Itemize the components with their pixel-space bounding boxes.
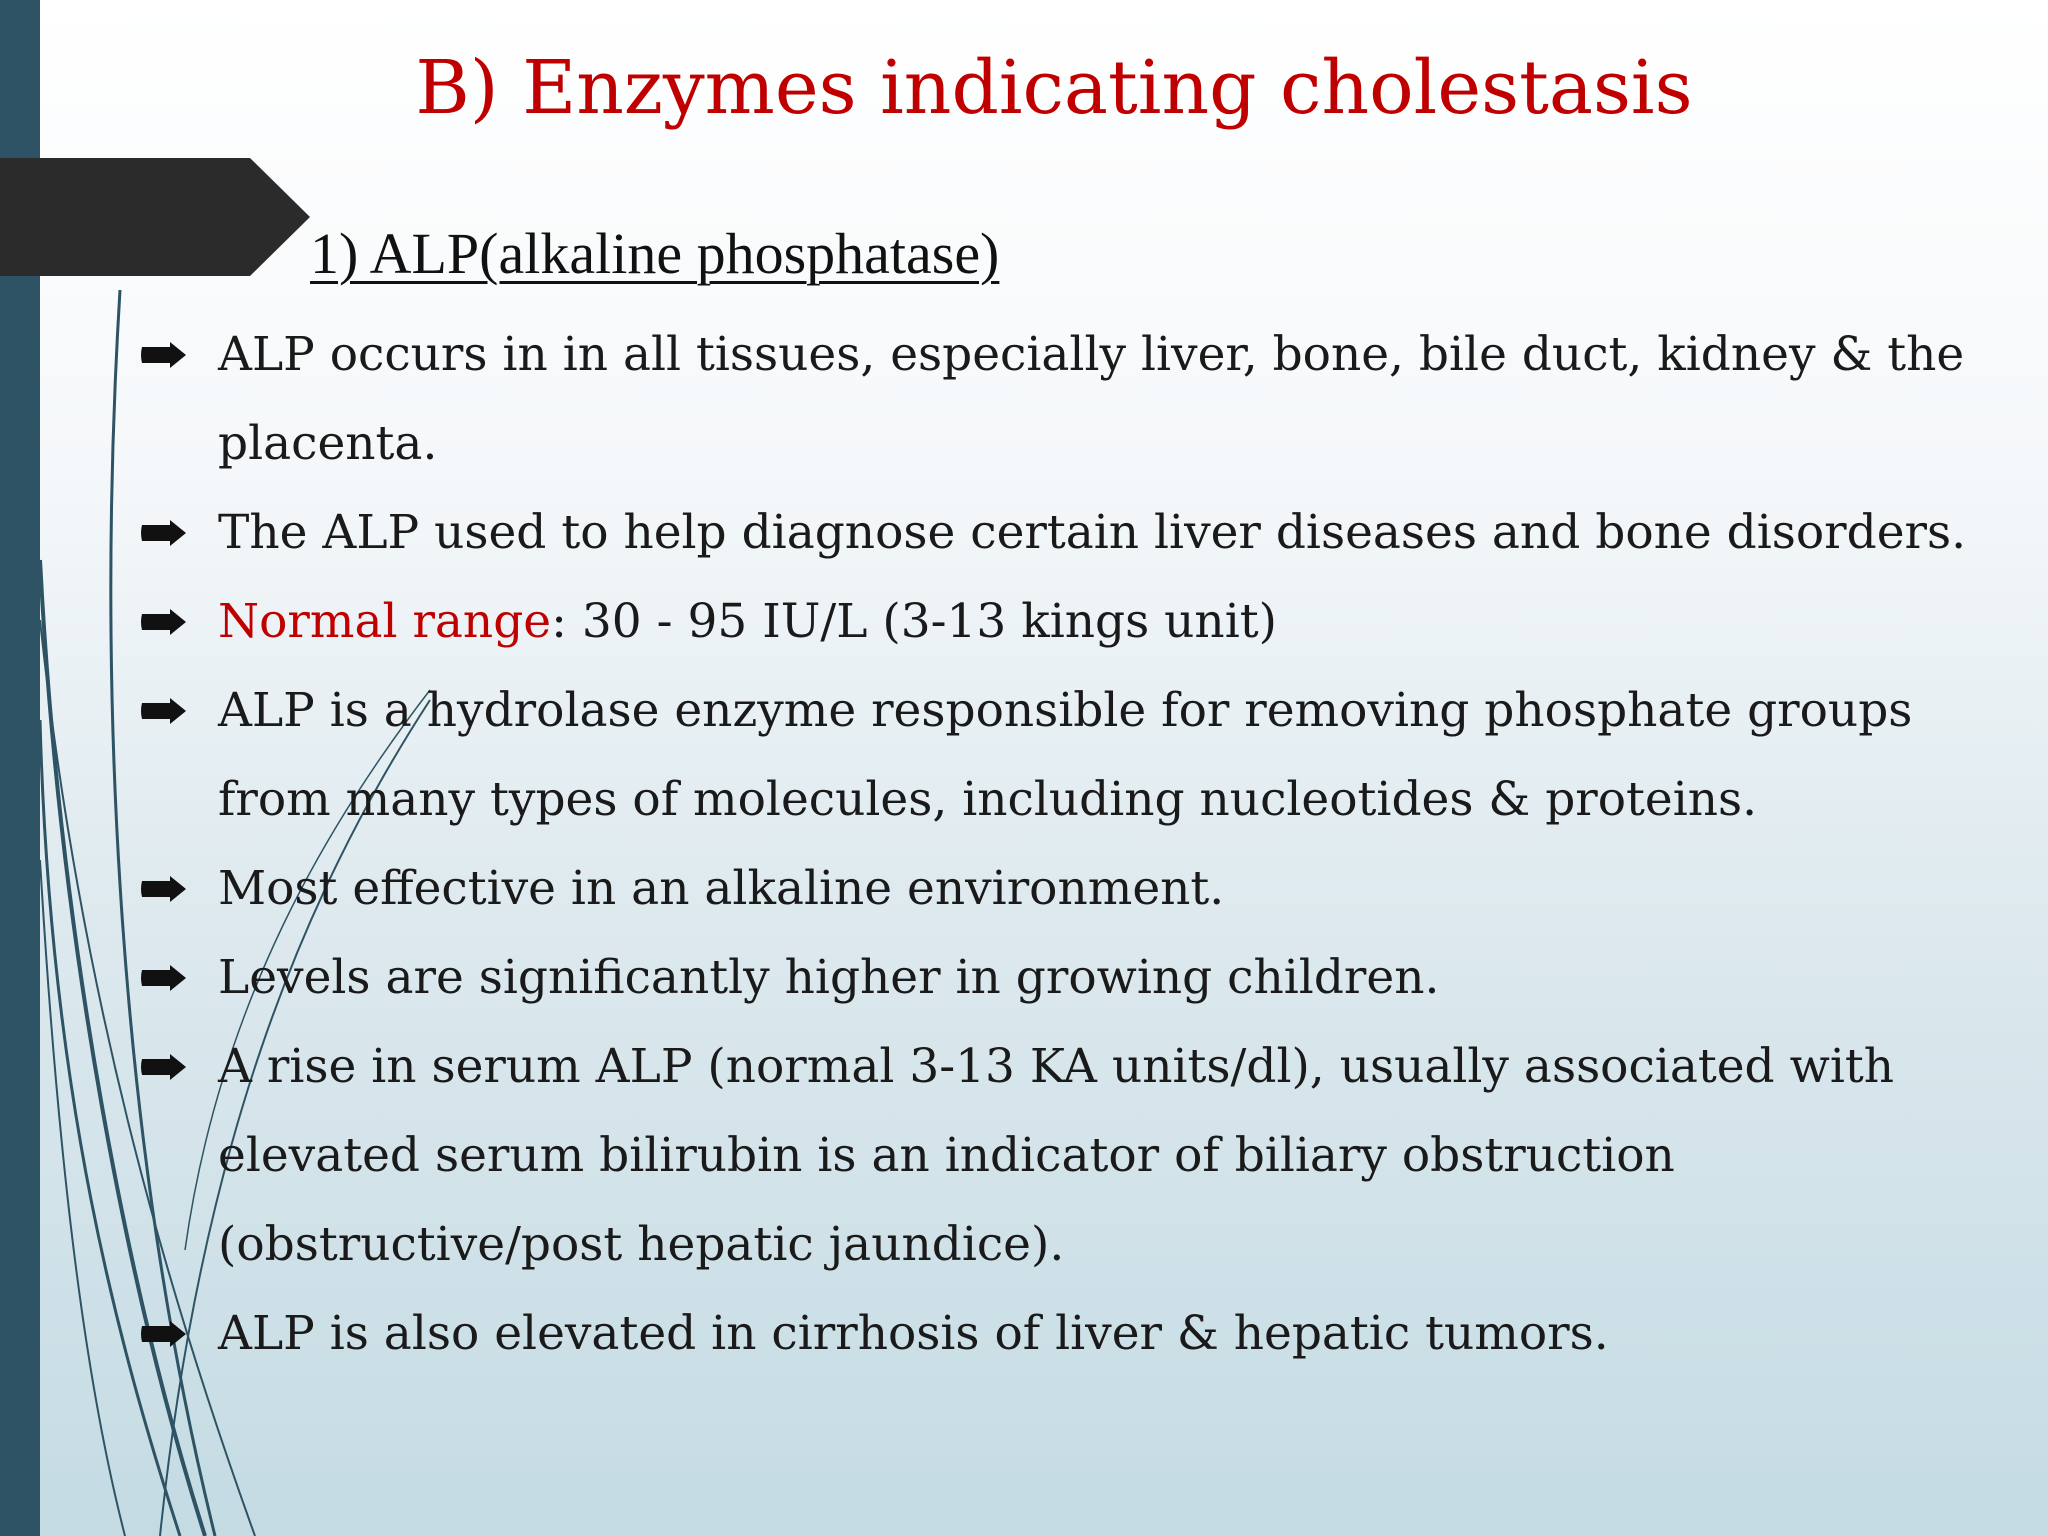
section-heading: 1) ALP(alkaline phosphatase) xyxy=(310,221,1000,286)
arrow-bullet-icon xyxy=(140,342,188,368)
bullet-text: ALP occurs in in all tissues, especially liver, bone, bile duct, kidney & the placenta. xyxy=(218,327,1965,471)
bullet-item xyxy=(140,1289,2020,1378)
arrow-bullet-icon xyxy=(140,1321,188,1347)
bullet-list xyxy=(140,310,2020,1378)
bullet-text: Levels are significantly higher in growing children. xyxy=(218,950,1440,1005)
bullet-item xyxy=(140,933,2020,1022)
bullet-text: ALP is a hydrolase enzyme responsible for removing phosphate groups from many types of molecules, including nucleotides & proteins. xyxy=(218,683,1913,827)
arrow-bullet-icon xyxy=(140,1054,188,1080)
section-tab-arrow xyxy=(0,158,310,276)
bullet-text: A rise in serum ALP (normal 3-13 KA units/dl), usually associated with elevated serum bilirubin is an indicator of biliary obstruction (obstructive/post hepatic jaundice). xyxy=(218,1039,1895,1272)
arrow-bullet-icon xyxy=(140,520,188,546)
bullet-item xyxy=(140,310,2020,488)
bullet-text: The ALP used to help diagnose certain liver diseases and bone disorders. xyxy=(218,505,1967,560)
bullet-item xyxy=(140,666,2020,844)
normal-range-label: Normal range xyxy=(218,594,552,649)
arrow-bullet-icon xyxy=(140,698,188,724)
bullet-text: ALP is also elevated in cirrhosis of liver & hepatic tumors. xyxy=(218,1306,1609,1361)
bullet-item xyxy=(140,844,2020,933)
bullet-item xyxy=(140,577,2020,666)
bullet-text: : 30 - 95 IU/L (3-13 kings unit) xyxy=(551,594,1277,649)
arrow-bullet-icon xyxy=(140,876,188,902)
bullet-item xyxy=(140,488,2020,577)
arrow-bullet-icon xyxy=(140,965,188,991)
bullet-item xyxy=(140,1022,2020,1289)
arrow-bullet-icon xyxy=(140,609,188,635)
slide-title: B) Enzymes indicating cholestasis xyxy=(415,45,1693,131)
bullet-text: Most effective in an alkaline environment. xyxy=(218,861,1225,916)
